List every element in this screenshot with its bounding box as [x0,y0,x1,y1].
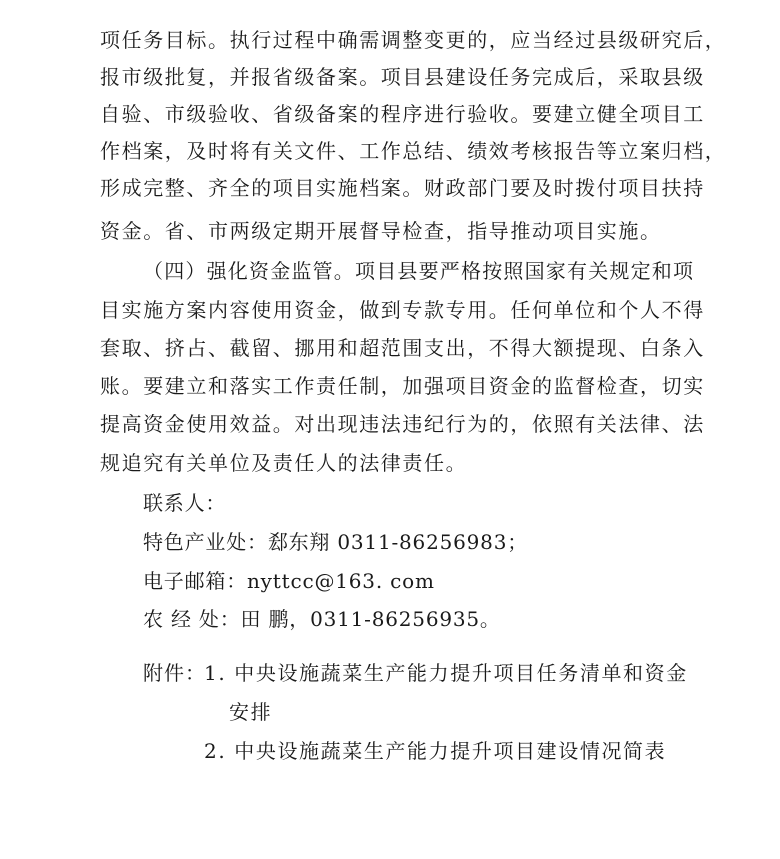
text-line: 自验、市级验收、省级备案的程序进行验收。要建立健全项目工 [100,102,705,126]
attachment-item-continuation: 安排 [229,700,273,724]
contact-row [143,606,733,632]
contact-label: 农 经 处： [143,607,241,631]
text-line: 账。要建立和落实工作责任制，加强项目资金的监督检查，切实 [100,374,705,398]
text-line: 作档案，及时将有关文件、工作总结、绩效考核报告等立案归档， [100,139,727,163]
contact-label: 特色产业处： [143,530,268,554]
contact-heading: 联系人： [143,491,227,515]
text-line: 资金。省、市两级定期开展督导检查，指导推动项目实施。 [100,219,662,243]
text-line: 目实施方案内容使用资金，做到专款专用。任何单位和个人不得 [100,298,705,322]
text-line: 项任务目标。执行过程中确需调整变更的，应当经过县级研究后， [100,28,727,52]
contact-row [143,568,733,594]
text-line: 形成完整、齐全的项目实施档案。财政部门要及时拨付项目扶持 [100,176,705,200]
text-line: 报市级批复，并报省级备案。项目县建设任务完成后，采取县级 [100,65,705,89]
contact-value: 郄东翔 0311-86256983； [267,530,529,554]
email-value: nyttcc@163. com [247,569,435,593]
text-line: （四）强化资金监管。项目县要严格按照国家有关规定和项 [143,259,695,283]
attachments-label: 附件： [143,661,206,685]
text-line: 套取、挤占、截留、挪用和超范围支出，不得大额提现、白条入 [100,336,705,360]
text-line: 规追究有关单位及责任人的法律责任。 [100,451,468,475]
attachment-item: 1. 中央设施蔬菜生产能力提升项目任务清单和资金 [204,661,688,685]
contact-label: 电子邮箱： [143,569,247,593]
contact-value: 田 鹏，0311-86256935。 [240,607,501,631]
text-line: 提高资金使用效益。对出现违法违纪行为的，依照有关法律、法 [100,412,705,436]
contact-row [143,529,733,555]
attachment-item: 2. 中央设施蔬菜生产能力提升项目建设情况简表 [204,739,667,763]
